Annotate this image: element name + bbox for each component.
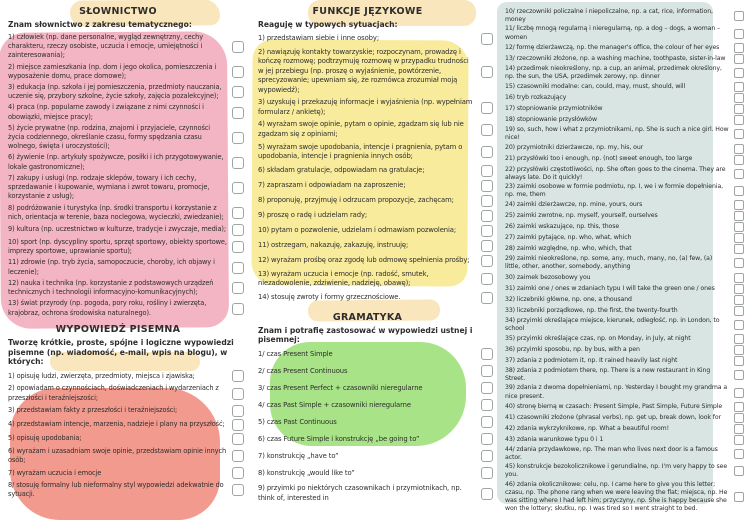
item-text: 11/ liczbę mnogą regularną i nieregularną, np. a dog – dogs, a woman – women [505,25,721,41]
item-text: 46) zdania okolicznikowe: celu, np. I came here to give you this letter; czasu, np. The phone rang when we were leaving the flat; miejsca, np. He was sitting where I had left him; przyczyny, np. She is happy because she won the lottery; skutku, np. I was tired so I went straight to bed. [505,480,728,513]
checklist-item [505,155,744,165]
checklist-item [8,204,244,222]
checkbox[interactable] [734,155,744,165]
checklist-item [505,424,744,434]
item-text: 11) ostrzegam, nakazuję, zakazuję, instruuję; [258,240,409,249]
checkbox[interactable] [734,129,744,139]
checklist-item [258,143,493,162]
item-text: 3) uzyskuję i przekazuję informacje i wyjaśnienia (np. wypełniam formularz / ankietę); [258,98,473,116]
checkbox[interactable] [734,449,744,459]
checklist-item [8,224,244,236]
checklist-item [505,8,744,24]
checklist-item [8,174,244,202]
checkbox[interactable] [232,86,244,98]
item-text: 25) zaimki zwrotne, np. myself, yourself, ourselves [505,212,658,220]
checklist-item [8,481,244,499]
checkbox[interactable] [734,402,744,412]
item-text: 40) stronę bierną w czasach: Present Simple, Past Simple, Future Simple [505,402,723,410]
section-title-slownictwo: SŁOWNICTWO [79,6,157,17]
checkbox[interactable] [734,11,744,21]
item-text: 18) stopniowanie przysłówków [505,116,597,124]
section-title-gramatyka: GRAMATYKA [332,311,403,323]
item-text: 4) wyrażam swoje opinie, pytam o opinie, zgadzam się lub nie zgadzam się z opiniami; [258,120,464,138]
checkbox[interactable] [734,222,744,232]
checklist-item [505,211,744,221]
section-intro-slownictwo: Znam słownictwo z zakresu tematycznego: [8,20,192,29]
checkbox[interactable] [734,345,744,355]
item-text: 14) przedimek nieokreślony, np. a cup, an animal, przedimek określony, np. the sun, the USA, przedimek zerowy, np. dinner [505,64,722,80]
checkbox[interactable] [734,233,744,243]
checkbox[interactable] [232,157,244,169]
checkbox[interactable] [734,320,744,330]
checkbox[interactable] [232,388,244,400]
gramatyka-checklist [258,348,493,503]
checklist-item [8,258,244,276]
item-text: 34) przyimki określające miejsce, kierunek, odległość, np. in London, to school [505,316,720,332]
checkbox[interactable] [734,306,744,316]
item-text: 1) opisuję ludzi, zwierzęta, przedmioty, miejsca i zjawiska; [8,371,195,380]
section-intro-gramatyka: Znam i potrafię zastosować w wypowiedzi ustnej i pisemnej: [258,325,473,345]
checkbox[interactable] [734,492,744,502]
checkbox[interactable] [481,66,493,78]
item-text: 29) zaimki nieokreślone, np. some, any, much, many, no, (a) few, (a) little, other, another, somebody, anything [505,255,713,271]
checklist-item [505,82,744,92]
checkbox[interactable] [481,124,493,136]
checklist-item [8,384,244,402]
checklist-item [505,54,744,64]
checklist-item [8,103,244,121]
section-intro-funkcje: Reaguję w typowych sytuacjach: [258,20,398,29]
checkbox[interactable] [232,419,244,431]
right-column [497,0,750,530]
slownictwo-section [8,6,244,318]
item-text: 5) opisuję upodobania; [8,434,82,443]
section-title-wypowiedz: WYPOWIEDŹ PISEMNA [55,323,181,335]
checklist-item [505,384,744,400]
wypowiedz-checklist [8,370,244,499]
item-text: 12) wyrażam prośbę oraz zgodę lub odmowę spełnienia prośby; [258,255,470,264]
item-text: 11) zdrowie (np. tryb życia, samopoczucie, choroby, ich objawy i leczenie); [8,258,215,276]
checkbox[interactable] [232,467,244,479]
item-text: 6) czas Future Simple i konstrukcję „be going to” [258,434,420,443]
checklist-item [505,233,744,243]
checkbox[interactable] [734,68,744,78]
item-text: 35) przyimki określające czas, np. on Monday, in July, at night [505,334,691,342]
checklist-item [505,244,744,254]
item-text: 15) czasowniki modalne: can, could, may, must, should, will [505,83,686,91]
checklist-item [505,402,744,412]
checklist-item [258,33,493,45]
checklist-item [258,365,493,377]
checkbox[interactable] [481,273,493,285]
checkbox[interactable] [734,273,744,283]
checkbox[interactable] [232,262,244,274]
checklist-item [258,399,493,411]
checkbox[interactable] [734,82,744,92]
item-text: 12) nauka i technika (np. korzystanie z podstawowych urządzeń technicznych i technologii informacyjno-komunikacyjnych); [8,278,214,297]
checkbox[interactable] [734,356,744,366]
checklist-item [8,419,244,431]
checklist-item [505,104,744,114]
checkbox[interactable] [734,43,744,53]
checklist-item [258,292,493,304]
checklist-item [258,240,493,252]
checkbox[interactable] [481,365,493,377]
checklist-item [8,83,244,101]
checkbox[interactable] [734,466,744,476]
checkbox[interactable] [734,424,744,434]
item-text: 7) zapraszam i odpowiadam na zaproszenie; [258,180,406,189]
checkbox[interactable] [481,195,493,207]
checklist-item [258,433,493,445]
checkbox[interactable] [232,66,244,78]
checklist-item [258,48,493,96]
checklist-item [505,367,744,383]
checkbox[interactable] [481,416,493,428]
item-text: 1) człowiek (np. dane personalne, wygląd zewnętrzny, cechy charakteru, rzeczy osobiste, uczucia i emocje, umiejętności i zainteresowania); [8,32,204,60]
item-text: 31) zaimki one / ones w zdaniach typu I will take the green one / ones [505,284,715,292]
checkbox[interactable] [232,241,244,253]
checkbox[interactable] [734,186,744,196]
checkbox[interactable] [232,484,244,496]
item-text: 22) przysłówki częstotliwości, np. She often goes to the cinema. They are always late. Do it quickly! [505,165,726,181]
checkbox[interactable] [734,54,744,64]
item-text: 13/ rzeczowniki złożone, np. a washing machine, toothpaste, sister-in-law [505,54,726,62]
checklist-item [258,270,493,289]
checklist-item [8,370,244,382]
item-text: 13) wyrażam uczucia i emocje (np. radość, smutek, niezadowolenie, zdziwienie, nadzieję, obawę); [258,269,429,288]
checklist-item [258,120,493,139]
item-text: 9) kultura (np. uczestnictwo w kulturze, tradycje i zwyczaje, media); [8,225,226,234]
checkbox[interactable] [734,258,744,268]
checklist-item [505,200,744,210]
checklist-item [505,25,744,41]
checkbox[interactable] [232,207,244,219]
item-text: 13) świat przyrody (np. pogoda, pory roku, rośliny i zwierzęta, krajobraz, ochrona środowiska naturalnego). [8,299,207,317]
item-text: 45) konstrukcje bezokolicznikowe i gerundialne, np. I'm very happy to see you. [505,463,728,479]
item-text: 10) sport (np. dyscypliny sportu, sprzęt sportowy, obiekty sportowe, imprezy sportowe, uprawianie sportu); [8,238,227,256]
item-text: 27) zaimki pytające, np. who, what, which [505,234,632,242]
item-text: 9) przyimki po niektórych czasownikach i przymiotnikach, np. think of, interested in [258,484,462,502]
checklist-item [8,238,244,256]
item-text: 2) opowiadam o czynnościach, doświadczeniach i wydarzeniach z przeszłości i teraźniejszości; [8,384,219,402]
item-text: 6) wyrażam i uzasadniam swoje opinie, przedstawiam opinie innych osób; [8,446,227,464]
checklist-item [505,306,744,316]
checklist-item [505,65,744,81]
checklist-item [8,433,244,445]
checklist-item [505,356,744,366]
item-text: 8/ stosuję formalny lub nieformalny styl wypowiedzi adekwatnie do sytuacji. [8,481,224,499]
funkcje-jezykowe-section [258,6,493,304]
item-text: 17) stopniowanie przymiotników [505,105,603,113]
item-text: 3) edukacja (np. szkoła i jej pomieszczenia, przedmioty nauczania, uczenie się, przybory szkolne, życie szkoły, zajęcia pozalekcyjne); [8,82,222,101]
checklist-item [8,467,244,479]
item-text: 6) żywienie (np. artykuły spożywcze, posiłki i ich przygotowywanie, lokale gastronomiczne); [8,153,224,171]
checkbox[interactable] [481,210,493,222]
checkbox[interactable] [734,104,744,114]
checklist-item [8,124,244,152]
checkbox[interactable] [232,132,244,144]
checkbox[interactable] [232,450,244,462]
item-text: 3) przedstawiam fakty z przeszłości i teraźniejszości; [8,406,178,415]
checklist-item [258,467,493,479]
item-text: 1/ czas Present Simple [258,349,333,358]
item-text: 37) zdania z podmiotem it, np. It rained heavily last night [505,356,678,364]
checklist-item [258,210,493,222]
item-text: 16) tryb rozkazujący [505,94,567,102]
checklist-item [258,165,493,177]
checkbox[interactable] [232,405,244,417]
item-text: 4) przedstawiam intencje, marzenia, nadzieje i plany na przyszłość; [8,420,225,429]
item-text: 7) zakupy i usługi (np. rodzaje sklepów, towary i ich cechy, sprzedawanie i kupowanie, wymiana i zwrot towaru, promocje, korzystanie z usług); [8,173,210,201]
item-text: 39) zdania z dwoma dopełnieniami, np. Yesterday I bought my grandma a nice present. [505,384,728,400]
checklist-item [8,153,244,171]
checkbox[interactable] [481,488,493,500]
checkbox[interactable] [232,41,244,53]
checklist-item [505,334,744,344]
checkbox[interactable] [734,370,744,380]
item-text: 4/ czas Past Simple + czasowniki nieregularne [258,400,411,409]
checkbox[interactable] [481,433,493,445]
checkbox[interactable] [734,388,744,398]
item-text: 33) liczebniki porządkowe, np. the first, the twenty-fourth [505,306,678,314]
checklist-item [505,115,744,125]
item-text: 2) nawiązuję kontakty towarzyskie; rozpoczynam, prowadzę i kończę rozmowę; podtrzymuję rozmowę w przypadku trudności w jej przebiegu (np. proszę o wyjaśnienie, powtórzenie, sprecyzowanie; upewniam się, że rozmówca zrozumiał moją wypowiedź); [258,47,469,94]
checkbox[interactable] [232,182,244,194]
item-text: 20) przymiotniki dzierżawcze, np. my, his, our [505,144,644,152]
checkbox[interactable] [734,200,744,210]
checkbox[interactable] [734,169,744,179]
checkbox[interactable] [734,295,744,305]
gramatyka-continued-checklist [505,8,744,513]
checklist-item [505,255,744,271]
checklist-item [8,447,244,465]
checkbox[interactable] [481,255,493,267]
checkbox[interactable] [481,348,493,360]
item-text: 14) stosuję zwroty i formy grzecznościowe. [258,292,401,301]
left-column [0,0,248,530]
item-text: 6) składam gratulacje, odpowiadam na gratulacje; [258,165,425,174]
item-text: 42) zdania wykrzyknikowe, np. What a beautiful room! [505,424,669,432]
checkbox[interactable] [734,413,744,423]
item-text: 30) zaimek bezosobowy you [505,273,591,281]
item-text: 5) czas Past Continuous [258,417,337,426]
checklist-item [505,481,744,514]
checklist-item [8,33,244,61]
checkbox[interactable] [734,115,744,125]
slownictwo-checklist [8,33,244,318]
checkbox[interactable] [481,382,493,394]
checklist-item [505,144,744,154]
checkbox[interactable] [481,180,493,192]
item-text: 32) liczebniki główne, np. one, a thousand [505,295,632,303]
checklist-item [505,463,744,479]
section-title-funkcje: FUNKCJE JĘZYKOWE [312,6,423,17]
item-text: 38) zdania z podmiotem there, np. There is a new restaurant in King Street. [505,367,711,383]
item-text: 21) przysłówki too i enough, np. (not) sweet enough, too large [505,155,693,163]
checkbox[interactable] [481,292,493,304]
item-text: 9) proszę o radę i udzielam rady; [258,210,368,219]
item-text: 23) zaimki osobowe w formie podmiotu, np. I, we i w formie dopełnienia, np. me, them [505,182,724,199]
checklist-item [505,435,744,445]
item-text: 26) zaimki wskazujące, np. this, those [505,223,620,231]
checkbox[interactable] [232,303,244,315]
checklist-item [258,255,493,267]
checkbox[interactable] [734,435,744,445]
checkbox[interactable] [232,107,244,119]
item-text: 7) wyrażam uczucia i emocje [8,468,102,477]
checklist-item [258,98,493,117]
checkbox[interactable] [734,144,744,154]
checkbox[interactable] [734,211,744,221]
item-text: 2) miejsce zamieszkania (np. dom i jego okolica, pomieszczenia i wyposażenie domu, prace domowe); [8,62,217,80]
checkbox[interactable] [481,467,493,479]
item-text: 12/ formę dzierżawczą, np. the manager's office, the colour of her eyes [505,43,720,51]
checkbox[interactable] [481,165,493,177]
wypowiedz-pisemna-section [8,324,244,500]
checklist-item [258,195,493,207]
checklist-item [505,222,744,232]
checklist-item [258,450,493,462]
item-text: 10) pytam o pozwolenie, udzielam i odmawiam pozwolenia; [258,225,457,234]
checklist-item [505,183,744,199]
item-text: 7) konstrukcję „have to” [258,451,339,460]
checklist-item [505,317,744,333]
checklist-item [258,225,493,237]
checklist-item [8,63,244,81]
section-intro-wypowiedz: Tworzę krótkie, proste, spójne i logiczne wypowiedzi pisemne (np. wiadomość, e-mail, wpis na blogu), w których: [8,337,234,367]
checkbox[interactable] [481,225,493,237]
checklist-item [258,382,493,394]
checklist-item [258,348,493,360]
checkbox[interactable] [481,399,493,411]
checklist-item [505,43,744,53]
checklist-item [505,93,744,103]
checklist-item [8,279,244,297]
checkbox[interactable] [481,450,493,462]
item-text: 44/ zdania przydawkowe, np. The man who lives next door is a famous actor. [505,445,718,461]
checklist-item [258,484,493,503]
checklist-item [505,446,744,462]
item-text: 24) zaimki dzierżawcze, np. mine, yours, ours [505,201,643,209]
checkbox[interactable] [734,93,744,103]
checkbox[interactable] [481,33,493,45]
checklist-item [505,284,744,294]
checkbox[interactable] [734,284,744,294]
item-text: 8) konstrukcję „would like to” [258,468,355,477]
checklist-item [505,126,744,142]
middle-column [248,0,497,530]
checkbox[interactable] [232,282,244,294]
checklist-item [505,273,744,283]
checkbox[interactable] [481,240,493,252]
item-text: 10/ rzeczowniki policzalne i niepoliczalne, np. a cat, rice, information, money [505,8,713,24]
checkbox[interactable] [481,146,493,158]
item-text: 4) praca (np. popularne zawody i związane z nimi czynności i obowiązki, miejsce pracy); [8,103,204,121]
checkbox[interactable] [734,244,744,254]
item-text: 5) życie prywatne (np. rodzina, znajomi i przyjaciele, czynności życia codziennego, określanie czasu, formy spędzania czasu wolnego, święta i uroczystości); [8,123,211,151]
checkbox[interactable] [232,433,244,445]
checkbox[interactable] [232,224,244,236]
item-text: 41) czasowniki złożone (phrasal verbs), np. get up, break down, look for [505,413,721,421]
checklist-item [505,345,744,355]
checklist-item [258,416,493,428]
item-text: 2/ czas Present Continuous [258,366,348,375]
checklist-item [505,413,744,423]
checklist-item [8,299,244,317]
funkcje-checklist [258,33,493,304]
gramatyka-section [258,312,493,504]
item-text: 3/ czas Present Perfect + czasowniki nieregularne [258,383,423,392]
checkbox[interactable] [232,370,244,382]
item-text: 5) wyrażam swoje upodobania, intencje i pragnienia, pytam o upodobania, intencje i pragnienia innych osób; [258,142,463,161]
item-text: 8) proponuję, przyjmuję i odrzucam propozycje, zachęcam; [258,195,454,204]
item-text: 28) zaimki względne, np. who, which, that [505,245,632,253]
item-text: 8) podróżowanie i turystyka (np. środki transportu i korzystanie z nich, orientacja w terenie, baza noclegowa, wycieczki, zwiedzanie); [8,203,224,221]
item-text: 43) zdania warunkowe typu 0 i 1 [505,435,604,443]
checklist-item [258,180,493,192]
checkbox[interactable] [734,334,744,344]
item-text: 1) przedstawiam siebie i inne osoby; [258,34,380,43]
checklist-item [505,295,744,305]
checkbox[interactable] [734,29,744,39]
checkbox[interactable] [481,102,493,114]
checklist-item [505,166,744,182]
checklist-item [8,405,244,417]
item-text: 19) so, such, how i what z przymiotnikami, np. She is such a nice girl. How nice! [505,126,729,142]
item-text: 36) przyimki sposobu, np. by bus, with a pen [505,345,640,353]
